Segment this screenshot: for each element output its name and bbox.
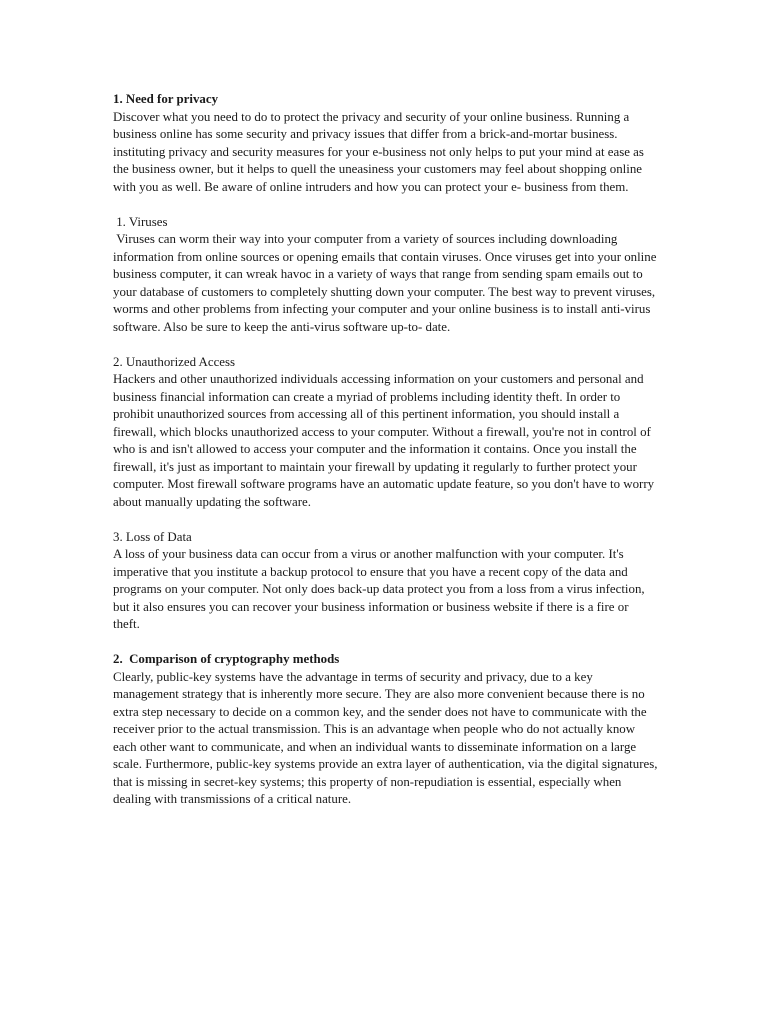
section-paragraph: A loss of your business data can occur from a virus or another malfunction with your computer. It's imperative that you institute a backup protocol to ensure that you have a recent copy of the data and programs on your computer. Not only does back-up data protect you from a loss from a virus infection, but it also ensures you can recover your business information or business website if there is a fire or theft.: [113, 547, 645, 631]
section-heading: 1. Need for privacy: [113, 92, 219, 106]
document-body: [113, 91, 658, 809]
section-paragraph: Hackers and other unauthorized individuals accessing information on your customers and personal and business financial information can create a myriad of problems including identity theft. In order to prohibit unauthorized sources from accessing all of this pertinent information, you should install a firewall, which blocks unauthorized access to your computer. Without a firewall, you're not in control of who is and isn't allowed to access your computer and the information it contains. Once you install the firewall, it's just as important to maintain your firewall by updating it regularly to further protect your computer. Most firewall software programs have an automatic update feature, so you don't have to worry about manually updating the software.: [113, 372, 655, 509]
subsection-heading: 1. Viruses: [113, 214, 168, 229]
section-need-for-privacy: [113, 91, 658, 196]
section-paragraph: Clearly, public-key systems have the advantage in terms of security and privacy, due to a key management strategy that is inherently more secure. They are also more convenient because there is no extra step necessary to decide on a common key, and the sender does not have to communicate with the receiver prior to the actual transmission. This is an advantage when people who do not actually know each other want to communicate, and when an individual wants to disseminate information on a large scale. Furthermore, public-key systems provide an extra layer of authentication, via the digital signatures, that is missing in secret-key systems; this property of non-repudiation is essential, especially when dealing with transmissions of a critical nature.: [113, 669, 658, 806]
section-loss-of-data: [113, 529, 658, 634]
section-viruses: [113, 214, 658, 337]
section-unauthorized-access: [113, 354, 658, 512]
paragraph-spacer: [113, 196, 658, 214]
paragraph-spacer: [113, 336, 658, 354]
section-comparison: [113, 651, 658, 809]
subsection-heading: 3. Loss of Data: [113, 529, 192, 544]
section-paragraph: Discover what you need to do to protect the privacy and security of your online business. Running a business online has some security and privacy issues that differ from a brick-and-mortar business. instituting privacy and security measures for your e-business not only helps to put your mind at ease as the business owner, but it helps to quell the uneasiness your customers may feel about shopping online with you as well. Be aware of online intruders and how you can protect your e- business from them.: [113, 109, 644, 194]
section-heading: 2. Comparison of cryptography methods: [113, 652, 340, 666]
section-paragraph: Viruses can worm their way into your computer from a variety of sources including downloading information from online sources or opening emails that contain viruses. Once viruses get into your online business computer, it can wreak havoc in a variety of ways that range from sending spam emails out to your database of customers to completely shutting down your computer. The best way to prevent viruses, worms and other problems from infecting your computer and your online business is to install anti-virus software. Also be sure to keep the anti-virus software up-to- date.: [113, 232, 660, 334]
paragraph-spacer: [113, 634, 658, 652]
paragraph-spacer: [113, 511, 658, 529]
subsection-heading: 2. Unauthorized Access: [113, 354, 236, 369]
